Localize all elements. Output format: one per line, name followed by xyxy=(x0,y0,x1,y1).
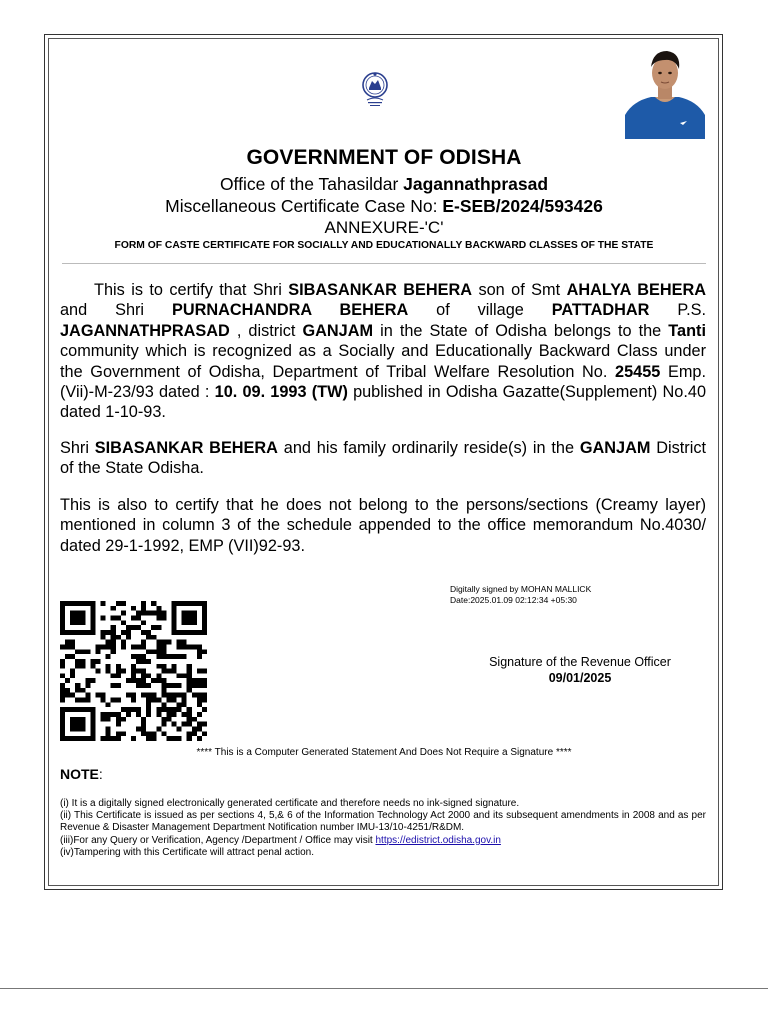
residence-paragraph: Shri SIBASANKAR BEHERA and his family ordinarily reside(s) in the GANJAM District of the State Odisha. xyxy=(60,439,706,478)
case-number: E-SEB/2024/593426 xyxy=(442,196,603,216)
office-prefix: Office of the Tahasildar xyxy=(219,174,404,194)
note-item-iv: (iv)Tampering with this Certificate will attract penal action. xyxy=(60,846,314,858)
case-prefix: Miscellaneous Certificate Case No: xyxy=(165,196,443,216)
applicant-name-residence: SIBASANKAR BEHERA xyxy=(94,439,278,457)
note-list xyxy=(60,798,706,859)
computer-generated-note: **** This is a Computer Generated Statement And Does Not Require a Signature **** xyxy=(196,747,572,758)
mother-name: AHALYA BEHERA xyxy=(566,281,707,299)
page-bottom-rule xyxy=(0,988,768,989)
revenue-officer-signature xyxy=(470,654,690,686)
annexure-label: ANNEXURE-'C' xyxy=(324,218,444,237)
village-name: PATTADHAR xyxy=(551,301,650,320)
digital-signature-date: Date:2025.01.09 02:12:34 +05:30 xyxy=(450,594,577,605)
applicant-name: SIBASANKAR BEHERA xyxy=(288,281,473,299)
edistrict-link[interactable]: https://edistrict.odisha.gov.in xyxy=(375,834,501,846)
note-item-ii: (ii) This Certificate is issued as per sections 4, 5,& 6 of the Information Technology Act 2000 and its subsequent amendments in 2008 and as per Revenue & Disaster Management Department Notification number IMU-13/10-4251/R&DM. xyxy=(60,810,706,834)
police-station: JAGANNATHPRASAD xyxy=(60,321,230,340)
signature-label: Signature of the Revenue Officer xyxy=(489,655,671,669)
note-item-iii: (iii)For any Query or Verification, Agency /Department / Office may visit https://edistrict.odisha.gov.in xyxy=(60,834,501,846)
government-title: GOVERNMENT OF ODISHA xyxy=(246,146,522,169)
note-heading: NOTE: xyxy=(60,766,103,782)
applicant-photo-icon xyxy=(625,45,705,139)
digital-signature-signer: Digitally signed by MOHAN MALLICK xyxy=(450,584,592,594)
resolution-number: 25455 xyxy=(615,362,661,381)
creamy-layer-paragraph: This is also to certify that he does not belong to the persons/sections (Creamy layer) mentioned in column 3 of the schedule appended to the office memorandum No.4030/ dated 29-1-1992, EMP (VII)92-93. xyxy=(60,496,706,555)
note-item-i: (i) It is a digitally signed electronically generated certificate and therefore needs no ink-signed signature. xyxy=(60,798,520,809)
office-name: Jagannathprasad xyxy=(403,174,549,194)
certification-paragraph: This is to certify that Shri SIBASANKAR BEHERA son of Smt AHALYA BEHERA and Shri PURNACHANDRA BEHERA of village PATTADHAR P.S. JAGANNATHPRASAD , district GANJAM in the State of Odisha belongs to the Tanti community which is recognized as a Socially and Educationally Backward Class under the Government of Odisha, Department of Tribal Welfare Resolution No. 25455 Emp. (Vii)-M-23/93 dated : 10. 09. 1993 (TW) published in Odisha Gazatte(Supplement) No.40 dated 1-10-93. xyxy=(60,281,707,422)
community-name: Tanti xyxy=(668,321,706,340)
district-name: GANJAM xyxy=(302,321,374,340)
resolution-date: 10. 09. 1993 (TW) xyxy=(214,383,348,402)
header-divider xyxy=(62,263,706,264)
residence-district: GANJAM xyxy=(579,439,651,457)
form-title: FORM OF CASTE CERTIFICATE FOR SOCIALLY AND EDUCATIONALLY BACKWARD CLASSES OF THE STATE xyxy=(114,240,654,251)
office-line xyxy=(0,174,768,195)
digital-signature-stamp xyxy=(450,584,591,605)
signature-date: 09/01/2025 xyxy=(548,671,612,685)
odisha-emblem-icon xyxy=(361,70,389,110)
case-number-line xyxy=(0,196,768,217)
father-name: PURNACHANDRA BEHERA xyxy=(171,301,409,320)
qr-code-icon[interactable] xyxy=(60,601,207,741)
